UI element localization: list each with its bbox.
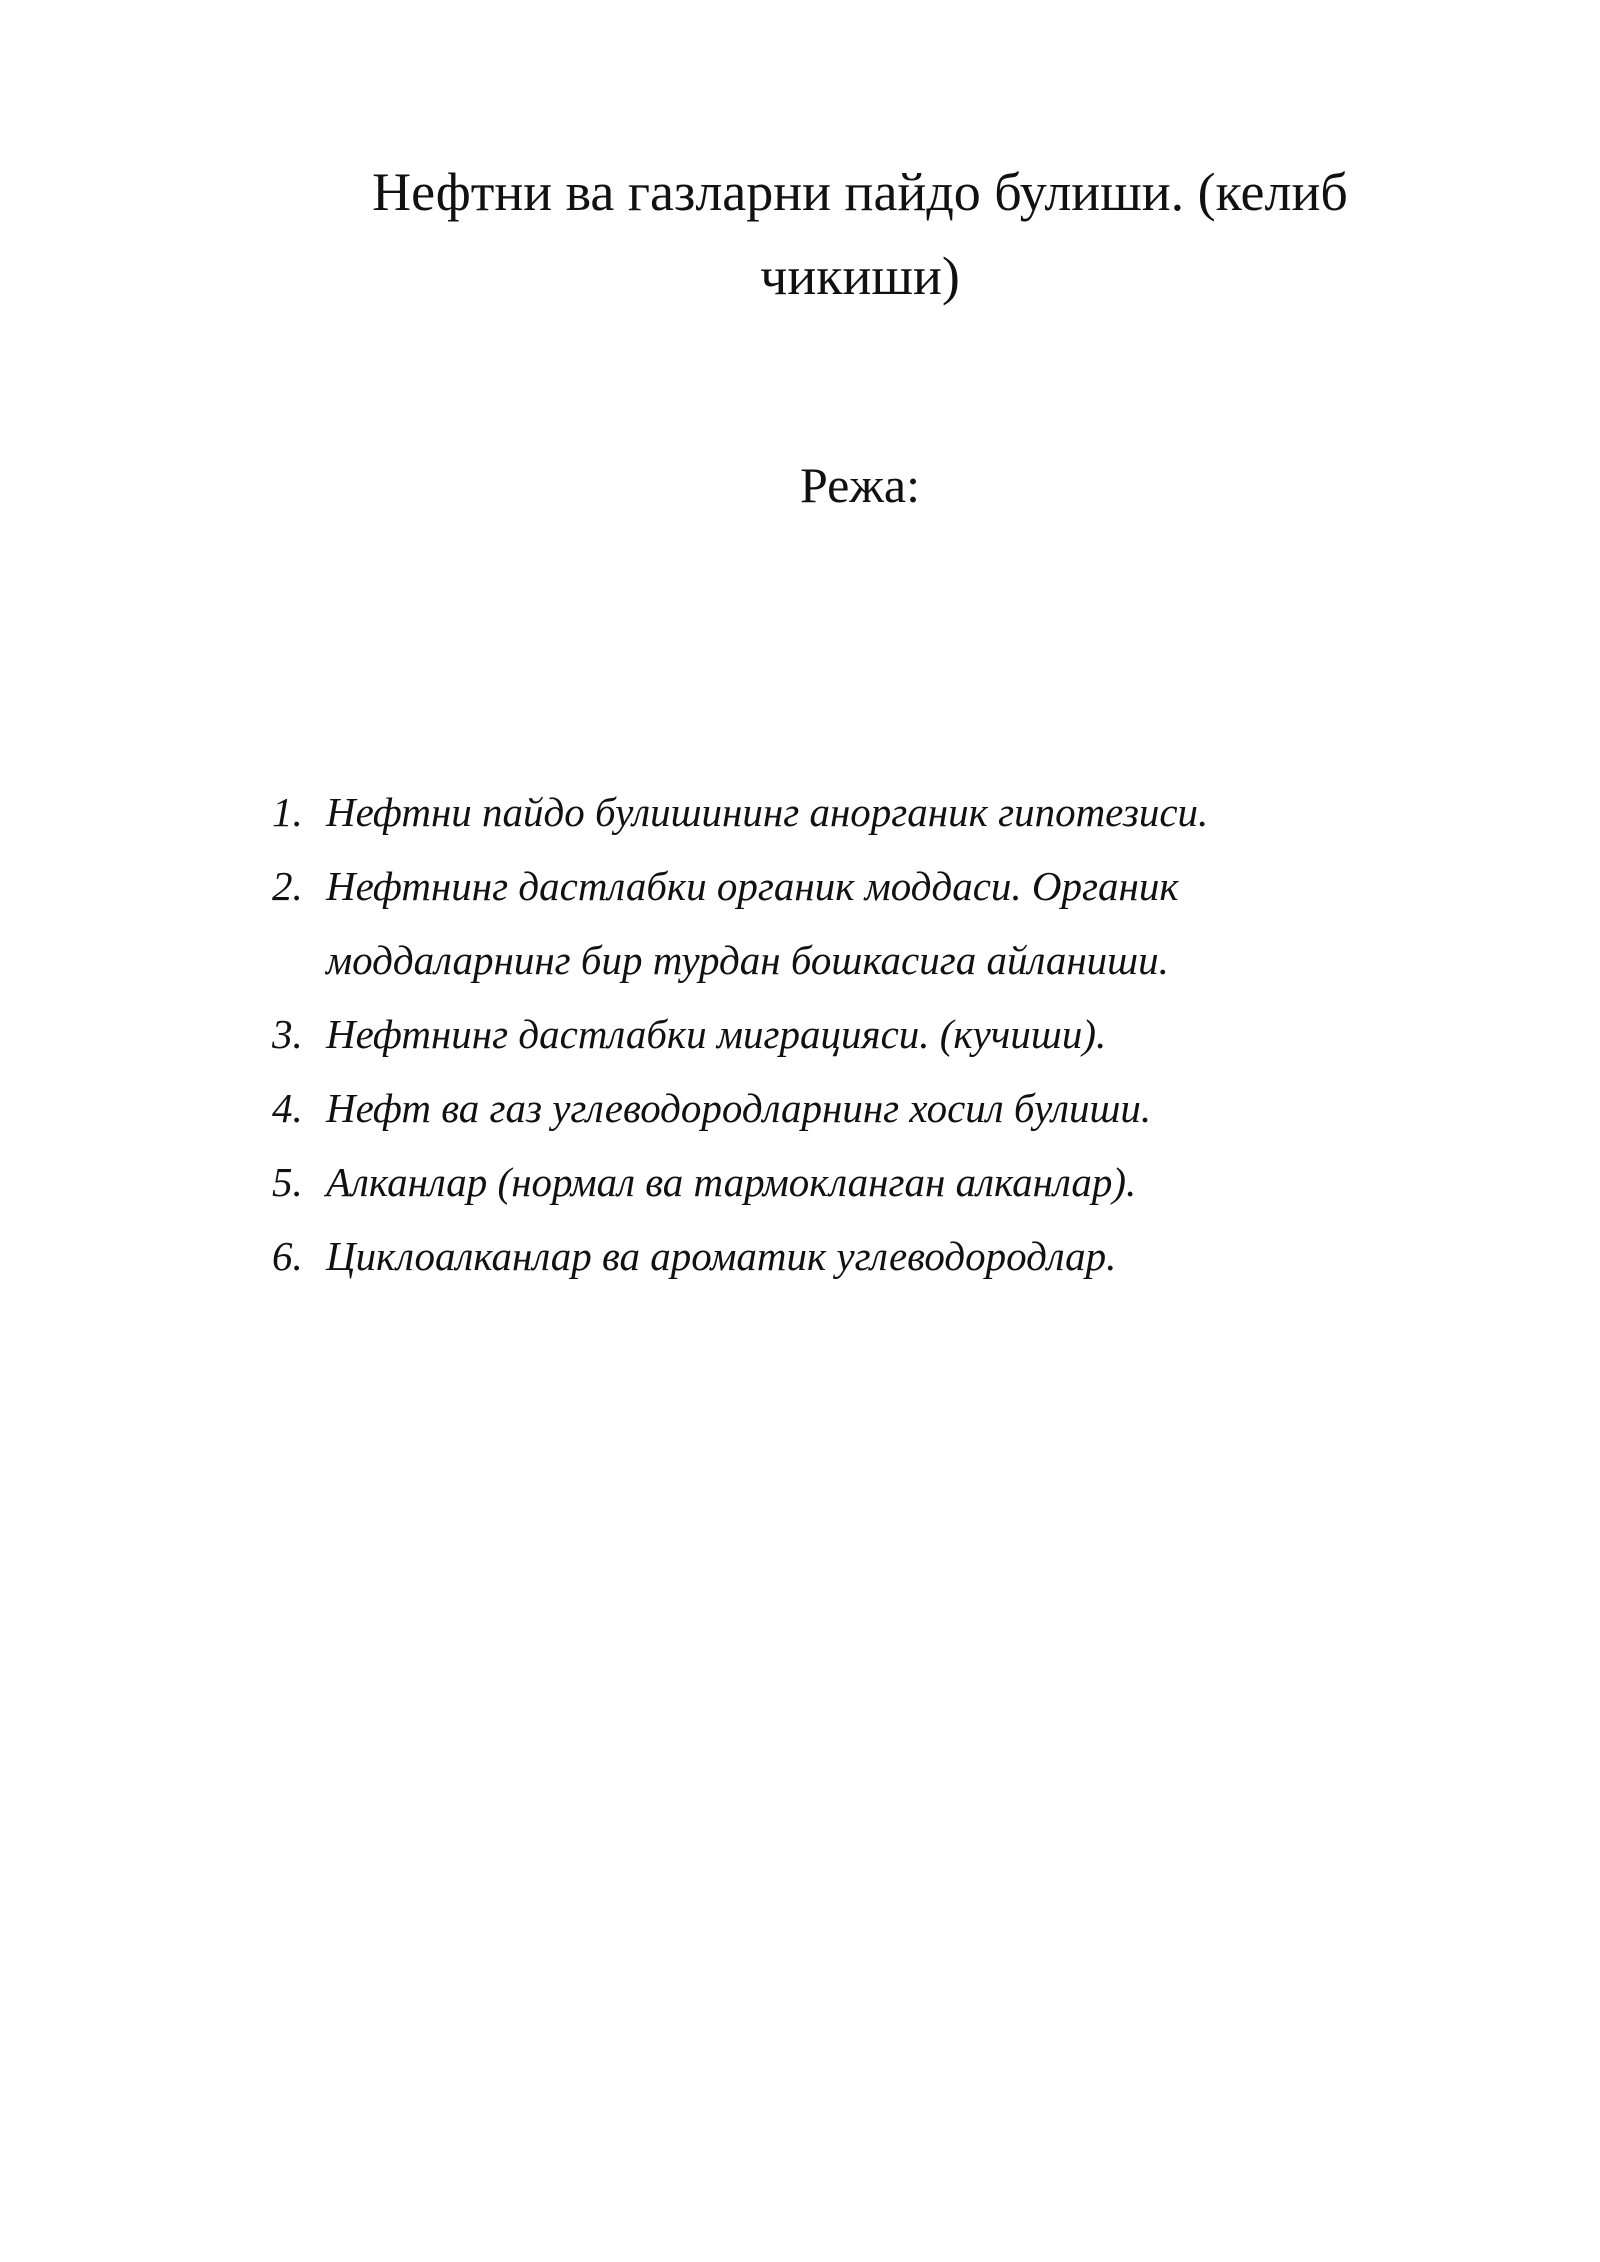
plan-item-number: 4. (272, 1085, 303, 1131)
plan-item-3 (272, 997, 1412, 1071)
plan-label: Режа: (800, 457, 920, 513)
plan-item-number: 5. (272, 1159, 303, 1205)
plan-item-text: Алканлар (нормал ва тармокланган алканлар). (326, 1159, 1137, 1205)
plan-item-text: Нефтнинг дастлабки миграцияси. (кучиши). (326, 1011, 1107, 1057)
plan-item-6 (272, 1219, 1412, 1293)
plan-item-number: 2. (272, 863, 303, 909)
plan-item-5 (272, 1145, 1412, 1219)
plan-item-number: 3. (272, 1011, 303, 1057)
plan-item-2 (272, 849, 1412, 997)
plan-item-text: Циклоалканлар ва ароматик углеводородлар. (326, 1233, 1117, 1279)
plan-list (272, 775, 1412, 1293)
plan-item-text: Нефтнинг дастлабки органик моддаси. Органик моддаларнинг бир турдан бошкасига айланиши. (326, 863, 1179, 983)
plan-item-number: 6. (272, 1233, 303, 1279)
plan-item-text: Нефт ва газ углеводородларнинг хосил булиши. (326, 1085, 1152, 1131)
plan-item-text: Нефтни пайдо булишининг анорганик гипотезиси. (326, 789, 1209, 835)
plan-item-number: 1. (272, 789, 303, 835)
plan-item-4 (272, 1071, 1412, 1145)
document-title: Нефтни ва газларни пайдо булиши. (келиб чикиши) (372, 162, 1348, 306)
plan-item-1 (272, 775, 1412, 849)
